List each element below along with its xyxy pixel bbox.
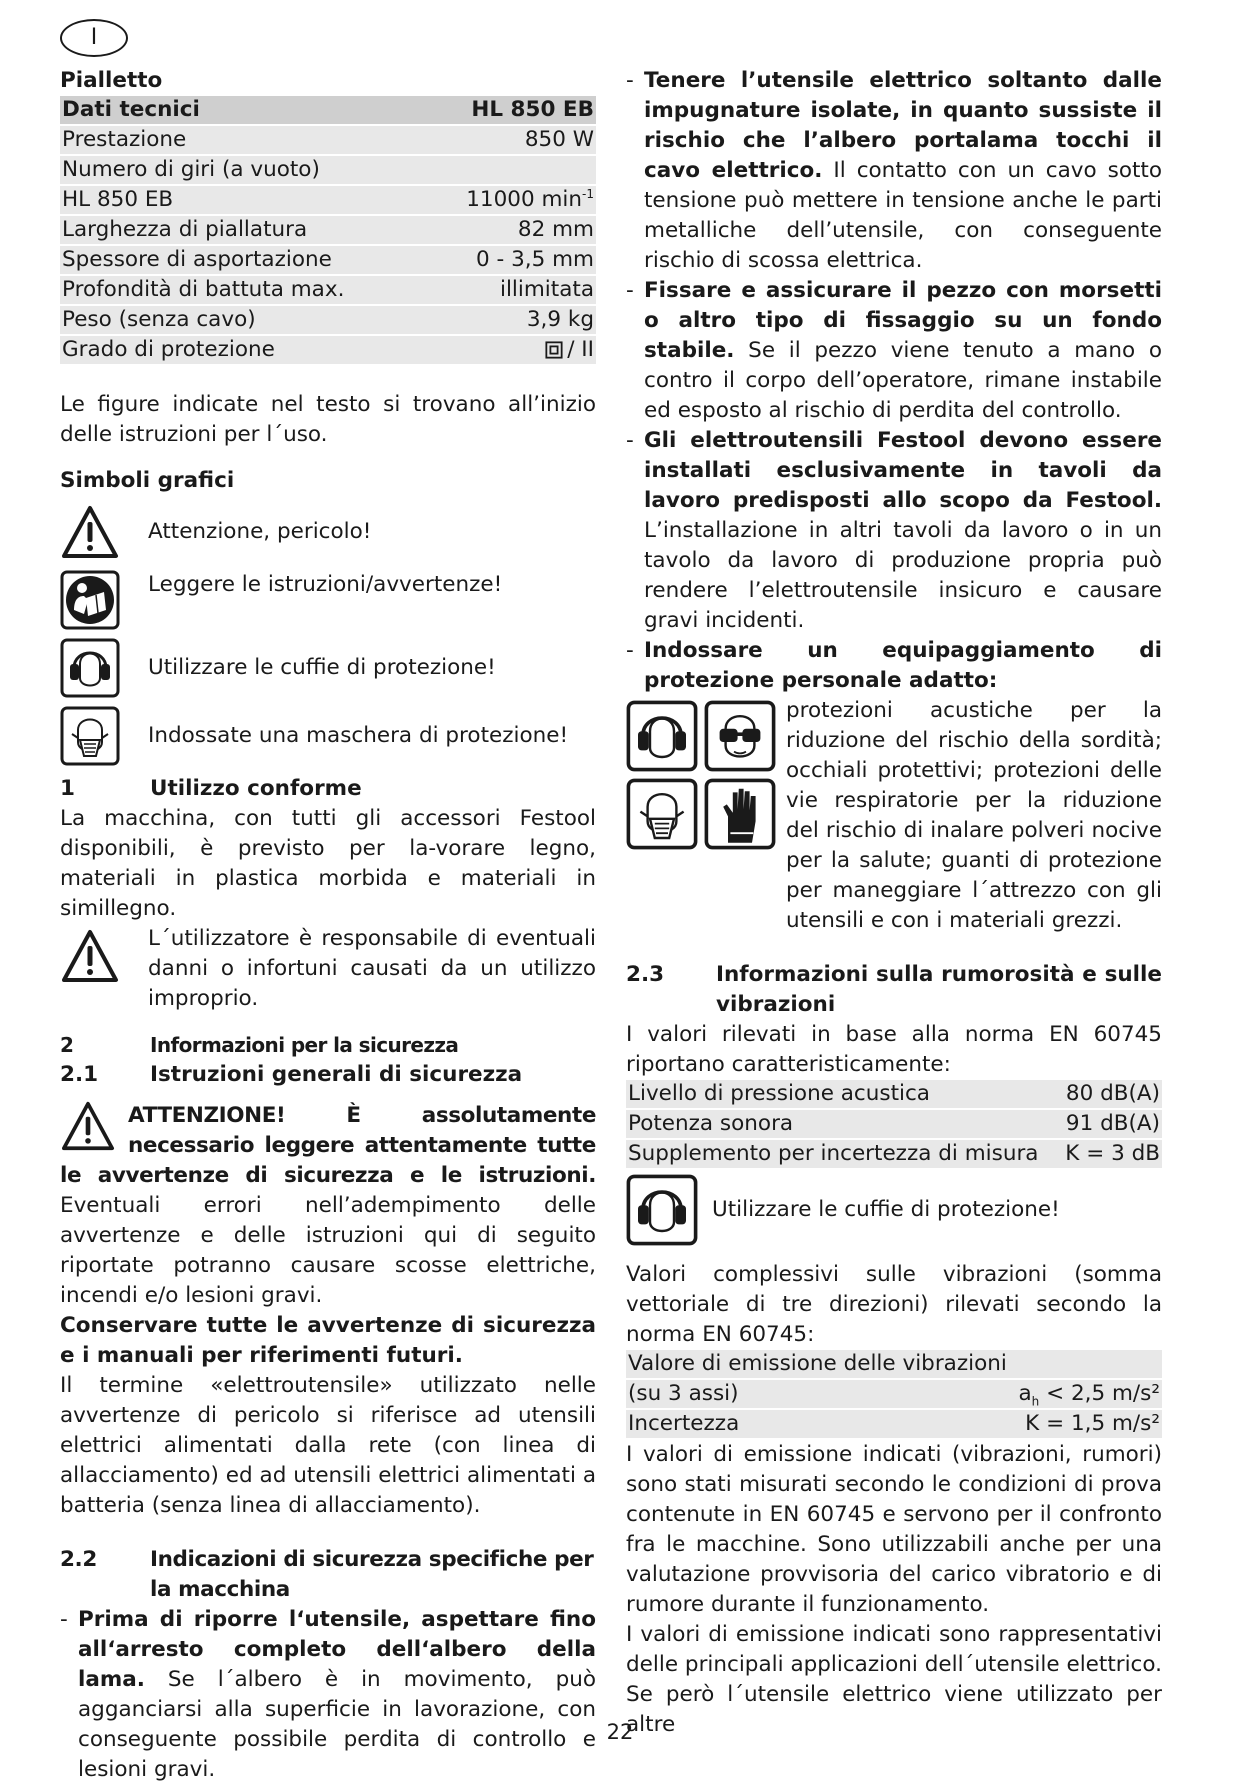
symbol-row [60, 638, 596, 698]
safety-item: - Indossare un equipaggiamento di protezione personale adatto: [626, 638, 1162, 693]
symbol-label: Leggere le istruzioni/avvertenze! [148, 572, 503, 597]
ppe-block [626, 696, 1162, 936]
noise-row [626, 1110, 1162, 1138]
spec-value: 0 - 3,5 mm [427, 246, 596, 274]
emission-paragraph-1: I valori di emissione indicati (vibrazioni, rumori) sono stati misurati secondo le condizioni di prova contenute in EN 60745 e servono per il confronto fra le macchine. Sono utilizzabili anche per una valutazione provvisoria del carico vibratorio e di rumore durante il funzionamento. [626, 1442, 1162, 1617]
safety-item-text: Se l´albero è in movimento, può agganciarsi alla superficie in lavorazione, con conseguente possibile perdita di controllo e lesioni gravi. [78, 1667, 596, 1782]
vibration-row [626, 1410, 1162, 1438]
safety-item-bold: Indossare un equipaggiamento di protezione personale adatto: [644, 638, 1162, 693]
noise-label: Potenza sonora [626, 1110, 1059, 1138]
symbol-row [60, 570, 596, 630]
warning-text: Eventuali errori nell’adempimento delle avvertenze e delle istruzioni qui di seguito riportate potranno causare scosse elettriche, incendi e/o lesioni gravi. [60, 1193, 596, 1308]
spec-label: Spessore di asportazione [60, 246, 427, 274]
noise-value: 91 dB(A) [1059, 1110, 1162, 1138]
page-number: 22 [606, 1720, 634, 1744]
ppe-icons [626, 696, 776, 936]
section-number: 1 [60, 776, 75, 801]
vibration-intro: Valori complessivi sulle vibrazioni (somma vettoriale di tre direzioni) rilevati secondo la norma EN 60745: [626, 1262, 1162, 1347]
safety-glasses-icon [704, 700, 776, 772]
keep-instructions: Conservare tutte le avvertenze di sicurezza e i manuali per riferimenti futuri. [60, 1313, 596, 1368]
symbol-label: Attenzione, pericolo! [148, 519, 372, 544]
ear-protection-icon [626, 700, 698, 772]
spec-value: 82 mm [427, 216, 596, 244]
section-2-heading [60, 1030, 596, 1060]
read-manual-icon [60, 570, 120, 630]
figures-note: Le figure indicate nel testo si trovano all’inizio delle istruzioni per l´uso. [60, 392, 596, 447]
noise-intro: I valori rilevati in base alla norma EN 60745 riportano caratteristicamente: [626, 1022, 1162, 1077]
section-number: 2 [60, 1033, 74, 1057]
specs-header-model: HL 850 EB [427, 96, 596, 124]
section-title: Istruzioni generali di sicurezza [150, 1062, 523, 1087]
rpm-value: 11000 min [466, 187, 583, 212]
section-title: Utilizzo conforme [150, 776, 362, 801]
right-column [626, 66, 1162, 1740]
section-1-warning [60, 924, 596, 1014]
safety-item-bold: Fissare e assicurare il pezzo con morsetti o altro tipo di fissaggio su un fondo stabile. [644, 278, 1162, 363]
vibration-value [863, 1380, 1162, 1408]
noise-label: Livello di pressione acustica [626, 1080, 1059, 1108]
symbol-label: Utilizzare le cuffie di protezione! [148, 655, 496, 680]
spec-label: Peso (senza cavo) [60, 306, 427, 334]
noise-label: Supplemento per incertezza di misura [626, 1140, 1059, 1168]
spec-label: Numero di giri (a vuoto) [60, 156, 427, 184]
left-column [60, 66, 596, 1785]
safety-item-text: Il contatto con un cavo sotto tensione può mettere in tensione anche le parti metalliche dell’utensile, con conseguente rischio di scossa elettrica. [644, 158, 1162, 273]
symbols-heading: Simboli grafici [60, 468, 235, 493]
section-number: 2.2 [60, 1547, 97, 1572]
spec-value [427, 186, 596, 214]
vibration-table [626, 1348, 1162, 1440]
ear-protection-icon [626, 1174, 698, 1246]
gloves-icon [704, 778, 776, 850]
spec-value: 3,9 kg [427, 306, 596, 334]
section-title: Indicazioni di sicurezza specifiche per la macchina [150, 1547, 594, 1602]
section-2-1-heading [60, 1060, 596, 1090]
protection-class: / II [567, 337, 594, 362]
rpm-exponent: -1 [582, 186, 594, 201]
vibration-symbol: a [1018, 1381, 1032, 1406]
spec-label: HL 850 EB [60, 186, 427, 214]
spec-row [60, 156, 596, 184]
warning-triangle-icon [60, 1100, 116, 1152]
safety-item-bold: Tenere l’utensile elettrico soltanto dalle impugnature isolate, in quanto sussiste il rischio che l’albero portalama tocchi il cavo elettrico. [644, 68, 1162, 183]
safety-item-bold: Prima di riporre l‘utensile, aspettare fino all‘arresto completo dell‘albero della lama. [78, 1607, 596, 1692]
spec-row [60, 276, 596, 304]
spec-label: Larghezza di piallatura [60, 216, 427, 244]
noise-value: 80 dB(A) [1059, 1080, 1162, 1108]
section-title: Informazioni sulla rumorosità e sulle vibrazioni [716, 962, 1162, 1017]
page-title: Pialletto [60, 68, 163, 93]
safety-item: - Tenere l’utensile elettrico soltanto dalle impugnature isolate, in quanto sussiste il rischio che l’albero portalama tocchi il cavo elettrico. Il contatto con un cavo sotto tensione può mettere in tensione anche le parti metalliche dell’utensile, con conseguente rischio di scossa elettrica. [626, 68, 1162, 273]
spec-value [427, 336, 596, 364]
safety-item: - Gli elettroutensili Festool devono essere installati esclusivamente in tavoli da lavoro predisposti allo scopo da Festool. L’installazione in altri tavoli da lavoro o in un tavolo da lavoro di produzione propria può rendere l’elettroutensile insicuro e causare gravi incidenti. [626, 428, 1162, 633]
vibration-row [626, 1380, 1162, 1408]
specs-table [60, 94, 596, 366]
vibration-number: < 2,5 m/s² [1046, 1381, 1160, 1406]
safety-item-text: Se il pezzo viene tenuto a mano o contro il corpo dell’operatore, rimane instabile ed esposto al rischio di perdita del controllo. [644, 338, 1162, 423]
spec-row [60, 216, 596, 244]
ear-protection-notice [626, 1174, 1162, 1246]
specs-header-label: Dati tecnici [60, 96, 427, 124]
warning-triangle-icon [60, 502, 120, 562]
section-number: 2.1 [60, 1062, 99, 1087]
noise-table [626, 1078, 1162, 1170]
spec-row [60, 186, 596, 214]
double-insulation-icon [545, 341, 563, 359]
ear-protection-icon [60, 638, 120, 698]
noise-row [626, 1080, 1162, 1108]
warning-bold: ATTENZIONE! È assolutamente necessario leggere attentamente tutte le avvertenze di sicurezza e le istruzioni. [60, 1103, 596, 1188]
symbol-row [60, 502, 596, 562]
safety-item: - Fissare e assicurare il pezzo con morsetti o altro tipo di fissaggio su un fondo stabile. Se il pezzo viene tenuto a mano o contro il corpo dell’operatore, rimane instabile ed esposto al rischio di perdita del controllo. [626, 278, 1162, 423]
spec-label: Grado di protezione [60, 336, 427, 364]
section-1-heading [60, 774, 596, 804]
noise-value: K = 3 dB [1059, 1140, 1162, 1168]
specs-header-row [60, 96, 596, 124]
vibration-axes: (su 3 assi) [626, 1380, 863, 1408]
spec-row [60, 336, 596, 364]
safety-item-text: L’installazione in altri tavoli da lavoro o in un tavolo da lavoro di produzione propria può rendere l’elettroutensile insicuro e causare gravi incidenti. [644, 518, 1162, 633]
section-title: Informazioni per la sicurezza [150, 1033, 459, 1057]
emission-paragraph-2: I valori di emissione indicati sono rappresentativi delle principali applicazioni dell´utensile elettrico. Se però l´utensile elettrico viene utilizzato per altre [626, 1622, 1162, 1737]
dust-mask-icon [60, 706, 120, 766]
vibration-row [626, 1350, 1162, 1378]
power-tool-term: Il termine «elettroutensile» utilizzato nelle avvertenze di pericolo si riferisce ad utensili elettrici alimentati dalla rete (con linea di allacciamento) ed ad utensili elettrici alimentati a batteria (senza linea di allacciamento). [60, 1373, 596, 1518]
vibration-subscript: h [1031, 1394, 1040, 1409]
spec-row [60, 126, 596, 154]
vibration-label: Valore di emissione delle vibrazioni [626, 1350, 1162, 1378]
general-warning [60, 1100, 596, 1311]
section-2-2-heading [60, 1545, 596, 1605]
spec-value [427, 156, 596, 184]
spec-label: Profondità di battuta max. [60, 276, 427, 304]
spec-value: illimitata [427, 276, 596, 304]
safety-item: - Prima di riporre l‘utensile, aspettare fino all‘arresto completo dell‘albero della lama. Se l´albero è in movimento, può agganciarsi alla superficie in lavorazione, con conseguente possibile perdita di controllo e lesioni gravi. [60, 1607, 596, 1782]
noise-row [626, 1140, 1162, 1168]
ppe-text: protezioni acustiche per la riduzione del rischio della sordità; occhiali protettivi; protezioni delle vie respiratorie per la riduzione del rischio di inalare polveri nocive per la salute; guanti di protezione per maneggiare l´attrezzo con gli utensili e con i materiali grezzi. [786, 698, 1162, 933]
language-badge: I [60, 19, 128, 57]
symbol-row [60, 706, 596, 766]
spec-row [60, 246, 596, 274]
warning-triangle-icon [60, 928, 120, 984]
section-number: 2.3 [626, 962, 665, 987]
uncertainty-label: Incertezza [626, 1410, 863, 1438]
spec-value: 850 W [427, 126, 596, 154]
symbol-label: Indossate una maschera di protezione! [148, 723, 569, 748]
spec-label: Prestazione [60, 126, 427, 154]
safety-item-bold: Gli elettroutensili Festool devono essere installati esclusivamente in tavoli da lavoro predisposti allo scopo da Festool. [644, 428, 1162, 513]
dust-mask-icon [626, 778, 698, 850]
section-1-text: La macchina, con tutti gli accessori Festool disponibili, è previsto per la-vorare legno, materiali in plastica morbida e materiali in simillegno. [60, 806, 596, 921]
spec-row [60, 306, 596, 334]
section-2-3-heading [626, 960, 1162, 1020]
uncertainty-value: K = 1,5 m/s² [863, 1410, 1162, 1438]
ear-protection-label: Utilizzare le cuffie di protezione! [712, 1197, 1060, 1222]
warning-text: L´utilizzatore è responsabile di eventuali danni o infortuni causati da un utilizzo improprio. [148, 926, 596, 1011]
